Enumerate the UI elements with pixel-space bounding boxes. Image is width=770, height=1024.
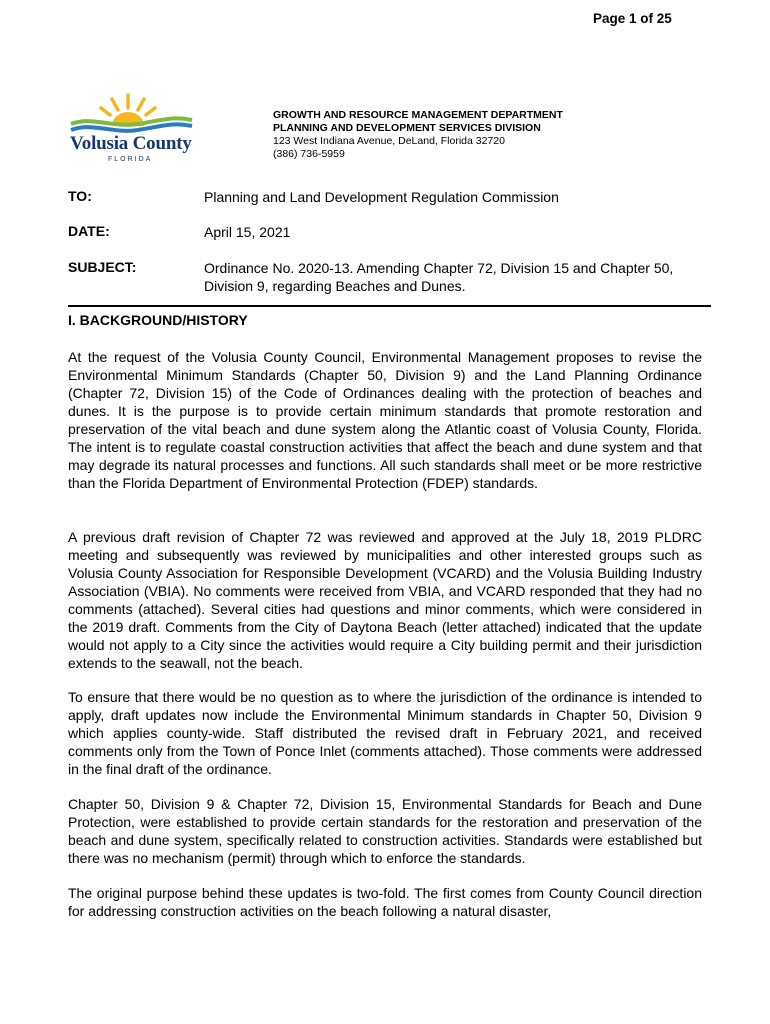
department-header bbox=[273, 109, 563, 161]
paragraph-background: At the request of the Volusia County Council, Environmental Management proposes to revise the Environmental Minimum Standards (Chapter 50, Division 9) and the Land Planning Ordinance (Chapter 72, Division 15) of the Code of Ordinances dealing with the protection of beaches and dunes. It is the purpose is to provide certain minimum standards that promote restoration and preservation of the vital beach and dune system along the Atlantic coast of Volusia County, Florida. The intent is to regulate coastal construction activities that affect the beach and dune system and that may degrade its natural processes and functions. All such standards shall meet or be more restrictive than the Florida Department of Environmental Protection (FDEP) standards. bbox=[68, 349, 702, 491]
section-heading: I. BACKGROUND/HISTORY bbox=[68, 312, 248, 328]
paragraph-purpose: The original purpose behind these updates is two-fold. The first comes from County Council direction for addressing construction activities on the beach following a natural disaster, bbox=[68, 885, 702, 919]
sun-wave-logo-icon bbox=[68, 92, 198, 138]
department-phone: (386) 736-5959 bbox=[273, 148, 345, 160]
department-name: GROWTH AND RESOURCE MANAGEMENT DEPARTMENT bbox=[273, 109, 563, 121]
division-name: PLANNING AND DEVELOPMENT SERVICES DIVISION bbox=[273, 122, 541, 134]
logo-state-name: FLORIDA bbox=[108, 156, 153, 163]
paragraph-standards: Chapter 50, Division 9 & Chapter 72, Division 15, Environmental Standards for Beach and Dune Protection, were established to provide certain standards for the restoration and preservation of the beach and dune system, specifically related to construction activities. Standards were established but there was no mechanism (permit) through which to enforce the standards. bbox=[68, 796, 702, 866]
county-logo bbox=[68, 92, 198, 168]
subject-label: SUBJECT: bbox=[68, 259, 137, 275]
to-value: Planning and Land Development Regulation Commission bbox=[204, 189, 559, 205]
to-label: TO: bbox=[68, 188, 92, 204]
paragraph-previous-draft: A previous draft revision of Chapter 72 was reviewed and approved at the July 18, 2019 PLDRC meeting and subsequently was reviewed by municipalities and other interested groups such as Volusia County Association for Responsible Development (VCARD) and the Volusia Building Industry Association (VBIA). No comments were received from VBIA, and VCARD responded that they had no comments (attached). Several cities had questions and minor comments, which were considered in the 2019 draft. Comments from the City of Daytona Beach (letter attached) indicated that the update would not apply to a City since the activities would require a City building permit and their jurisdiction extends to the seawall, not the beach. bbox=[68, 529, 702, 671]
department-address: 123 West Indiana Avenue, DeLand, Florida 32720 bbox=[273, 135, 505, 147]
subject-value: Ordinance No. 2020-13. Amending Chapter 72, Division 15 and Chapter 50, Division 9, regarding Beaches and Dunes. bbox=[204, 260, 674, 294]
page-number: Page 1 of 25 bbox=[593, 11, 672, 26]
paragraph-jurisdiction: To ensure that there would be no question as to where the jurisdiction of the ordinance is intended to apply, draft updates now include the Environmental Minimum standards in Chapter 50, Division 9 which applies county-wide. Staff distributed the revised draft in February 2021, and received comments only from the Town of Ponce Inlet (comments attached). Those comments were addressed in the final draft of the ordinance. bbox=[68, 689, 702, 777]
logo-county-name: Volusia County bbox=[70, 133, 192, 154]
date-value: April 15, 2021 bbox=[204, 224, 291, 240]
header-divider bbox=[68, 305, 711, 307]
date-label: DATE: bbox=[68, 223, 110, 239]
